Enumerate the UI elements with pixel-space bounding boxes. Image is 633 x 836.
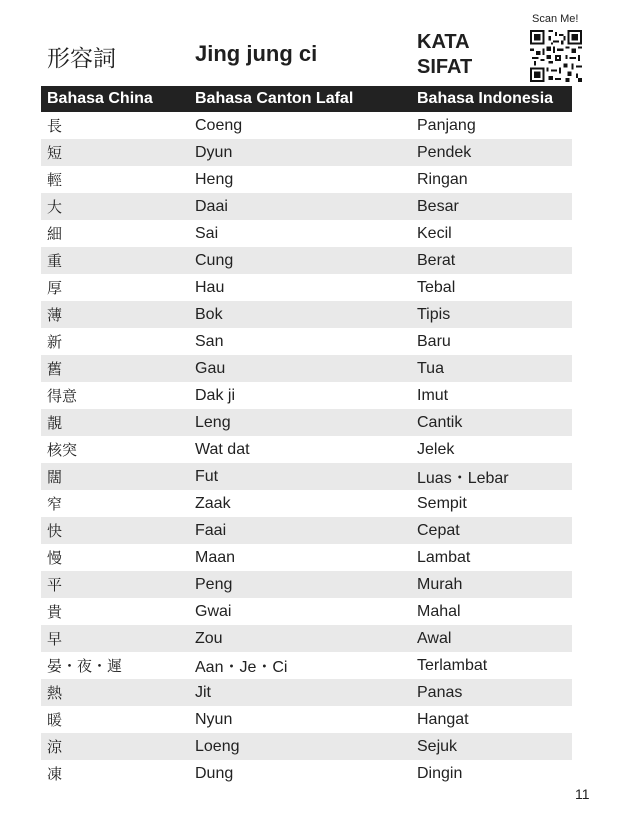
- table-row: [41, 679, 572, 706]
- cell-cantonese: Peng: [189, 571, 411, 598]
- table-header-row: [41, 86, 572, 112]
- column-header-chinese: Bahasa China: [41, 86, 189, 112]
- cell-indonesian: Lambat: [417, 548, 471, 566]
- cell-cantonese: Daai: [189, 193, 411, 220]
- table-row: [41, 409, 572, 436]
- cell-cantonese: Gau: [189, 355, 411, 382]
- cell-indonesian: Mahal: [417, 602, 461, 620]
- cell-cantonese: Dyun: [189, 139, 411, 166]
- cell-cantonese: Jit: [189, 679, 411, 706]
- cell-chinese: 新: [47, 333, 63, 351]
- cell-chinese: 核突: [47, 441, 78, 459]
- table-row: [41, 139, 572, 166]
- qr-code-icon[interactable]: [530, 30, 582, 82]
- table-row: [41, 490, 572, 517]
- column-header-cantonese: Bahasa Canton Lafal: [189, 86, 411, 112]
- table-row: [41, 517, 572, 544]
- table-row: [41, 463, 572, 490]
- table-row: [41, 193, 572, 220]
- table-row: [41, 382, 572, 409]
- cell-indonesian: Panjang: [417, 116, 476, 134]
- cell-cantonese: Maan: [195, 548, 236, 566]
- cell-chinese: 晏・夜・遲: [47, 657, 123, 675]
- cell-indonesian: Luas・Lebar: [411, 463, 572, 490]
- cell-chinese: 熱: [41, 679, 189, 706]
- cell-cantonese: Aan・Je・Ci: [195, 659, 288, 676]
- cell-chinese: 長: [47, 117, 63, 135]
- table-row: [41, 274, 572, 301]
- cell-chinese: 貴: [47, 603, 63, 621]
- cell-cantonese: Wat dat: [195, 440, 250, 458]
- cell-indonesian: Cantik: [411, 409, 572, 436]
- cell-chinese: 凍: [47, 765, 63, 783]
- cell-chinese: 重: [41, 247, 189, 274]
- cell-chinese: 大: [41, 193, 189, 220]
- table-row: [41, 355, 572, 382]
- cell-chinese: 涼: [41, 733, 189, 760]
- table-row: [41, 733, 572, 760]
- table-row: [41, 247, 572, 274]
- cell-indonesian: Dingin: [417, 764, 463, 782]
- cell-cantonese: Fut: [189, 463, 411, 490]
- cell-indonesian: Terlambat: [417, 656, 488, 674]
- cell-chinese: 細: [47, 225, 63, 243]
- cell-cantonese: Bok: [189, 301, 411, 328]
- cell-cantonese: Leng: [189, 409, 411, 436]
- title-indonesian-line1: KATA: [417, 31, 470, 53]
- cell-chinese: 舊: [41, 355, 189, 382]
- cell-indonesian: Sempit: [417, 494, 467, 512]
- table-row: [41, 436, 572, 463]
- cell-indonesian: Hangat: [417, 710, 469, 728]
- title-indonesian: [417, 30, 507, 80]
- cell-chinese: 靚: [41, 409, 189, 436]
- cell-cantonese: Nyun: [195, 710, 233, 728]
- cell-indonesian: Besar: [411, 193, 572, 220]
- cell-chinese: 平: [41, 571, 189, 598]
- adjectives-table: [41, 86, 572, 787]
- table-row: [41, 166, 572, 193]
- table-row: [41, 760, 572, 787]
- cell-chinese: 暖: [47, 711, 63, 729]
- cell-cantonese: San: [195, 332, 224, 350]
- cell-indonesian: Ringan: [417, 170, 468, 188]
- title-jyutping: Jing jung ci: [195, 41, 318, 66]
- cell-indonesian: Tua: [411, 355, 572, 382]
- cell-chinese: 慢: [47, 549, 63, 567]
- cell-chinese: 闊: [41, 463, 189, 490]
- cell-chinese: 得意: [47, 387, 78, 405]
- table-row: [41, 544, 572, 571]
- cell-indonesian: Tebal: [417, 278, 456, 296]
- cell-cantonese: Zou: [189, 625, 411, 652]
- table-row: [41, 598, 572, 625]
- cell-chinese: 快: [41, 517, 189, 544]
- cell-cantonese: Faai: [189, 517, 411, 544]
- table-row: [41, 571, 572, 598]
- cell-indonesian: Sejuk: [411, 733, 572, 760]
- cell-cantonese: Dak ji: [195, 386, 236, 404]
- cell-cantonese: Zaak: [195, 494, 231, 512]
- table-row: [41, 625, 572, 652]
- page-number: 11: [575, 786, 590, 802]
- table-row: [41, 112, 572, 139]
- title-indonesian-line2: SIFAT: [417, 56, 473, 78]
- cell-cantonese: Cung: [189, 247, 411, 274]
- cell-chinese: 厚: [47, 279, 63, 297]
- table-row: [41, 652, 572, 679]
- cell-indonesian: Tipis: [411, 301, 572, 328]
- cell-indonesian: Baru: [417, 332, 451, 350]
- cell-chinese: 薄: [41, 301, 189, 328]
- cell-cantonese: Heng: [195, 170, 234, 188]
- cell-chinese: 輕: [47, 171, 63, 189]
- column-header-indonesian: Bahasa Indonesia: [411, 86, 572, 112]
- cell-cantonese: Loeng: [189, 733, 411, 760]
- cell-cantonese: Gwai: [195, 602, 232, 620]
- cell-indonesian: Awal: [411, 625, 572, 652]
- cell-chinese: 窄: [47, 495, 63, 513]
- cell-indonesian: Imut: [417, 386, 449, 404]
- table-row: [41, 706, 572, 733]
- cell-indonesian: Pendek: [411, 139, 572, 166]
- table-row: [41, 301, 572, 328]
- cell-indonesian: Panas: [411, 679, 572, 706]
- cell-indonesian: Cepat: [411, 517, 572, 544]
- title-chinese: 形容詞: [47, 46, 116, 72]
- cell-indonesian: Berat: [411, 247, 572, 274]
- cell-chinese: 早: [41, 625, 189, 652]
- table-row: [41, 220, 572, 247]
- cell-indonesian: Jelek: [417, 440, 455, 458]
- cell-cantonese: Sai: [195, 224, 219, 242]
- scan-me-label: Scan Me!: [532, 13, 579, 25]
- cell-indonesian: Murah: [411, 571, 572, 598]
- cell-cantonese: Coeng: [195, 116, 243, 134]
- table-row: [41, 328, 572, 355]
- cell-cantonese: Dung: [195, 764, 234, 782]
- cell-chinese: 短: [41, 139, 189, 166]
- cell-indonesian: Kecil: [417, 224, 452, 242]
- cell-cantonese: Hau: [195, 278, 225, 296]
